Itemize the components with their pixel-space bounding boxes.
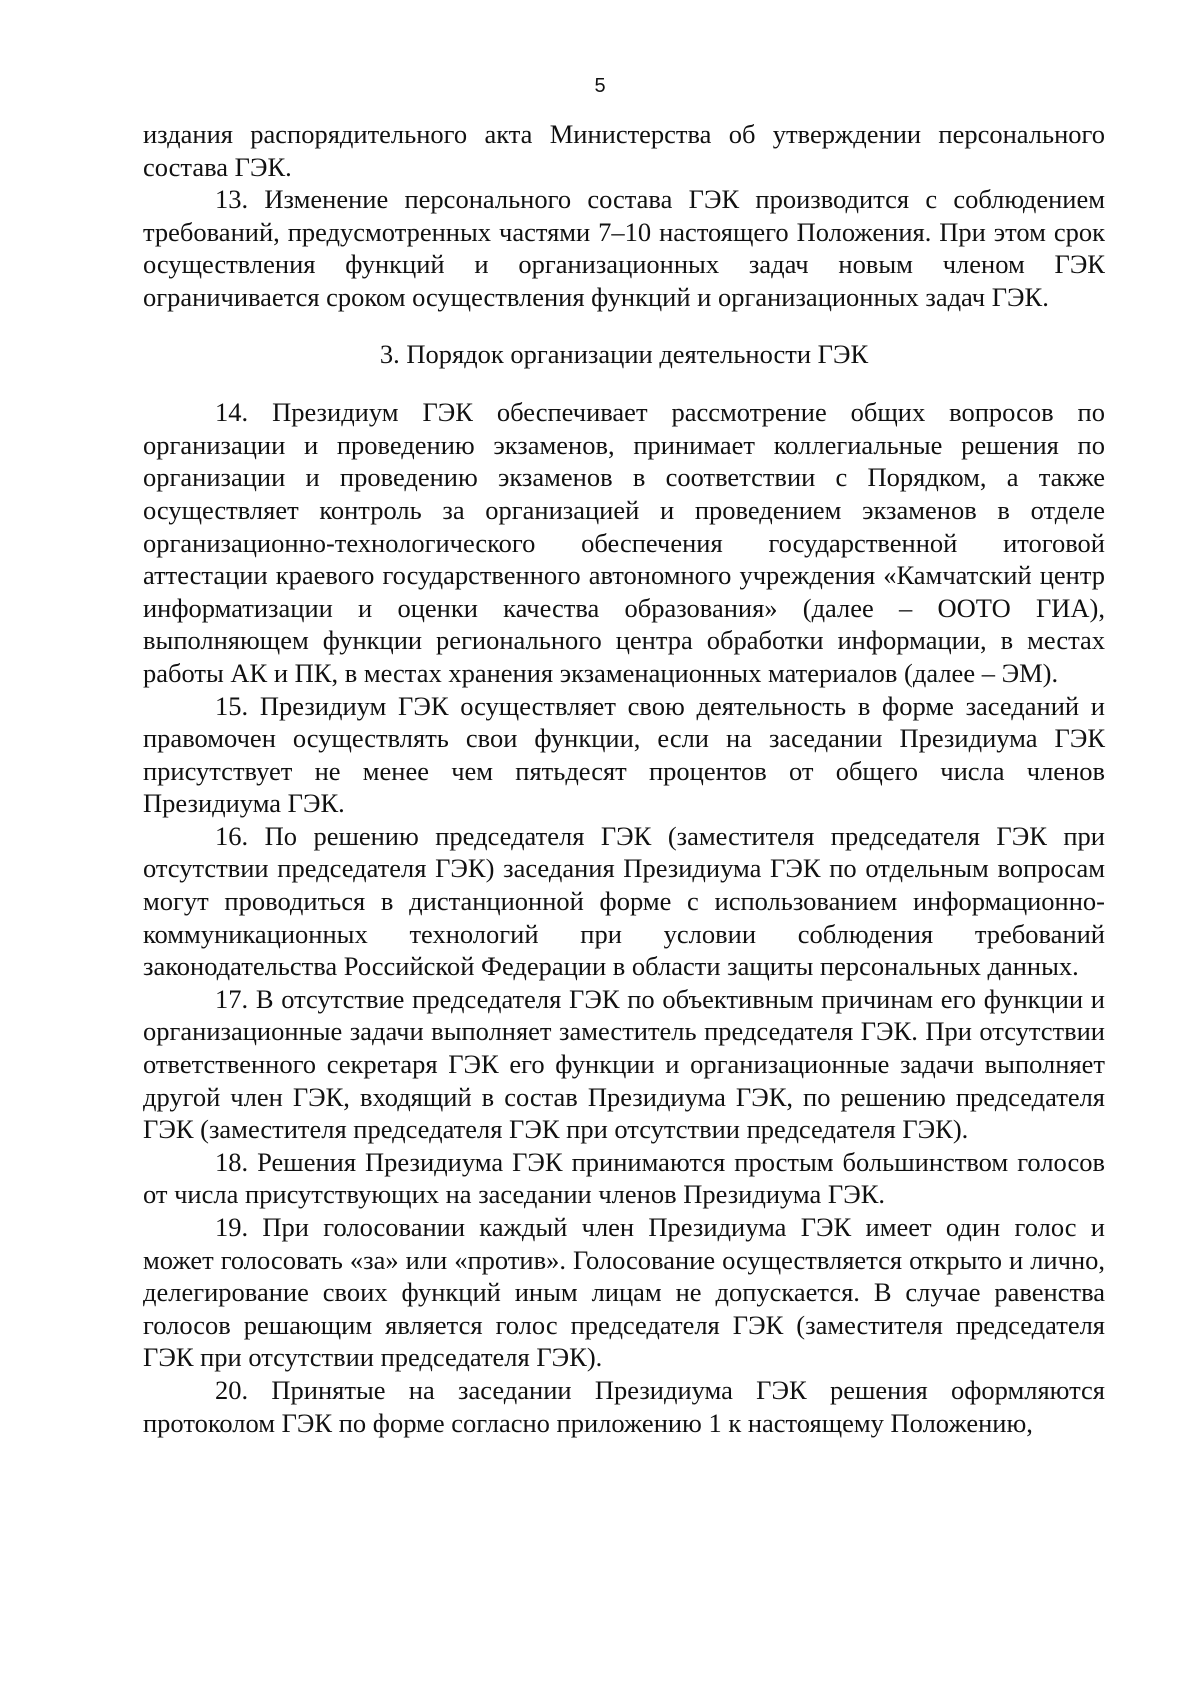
paragraph-13: 13. Изменение персонального состава ГЭК производится с соблюдением требований, предусмотренных частями 7–10 настоящего Положения. При этом срок осуществления функций и организационных задач новым членом ГЭК ограничивается сроком осуществления функций и организационных задач ГЭК. (143, 184, 1105, 312)
paragraph-20: 20. Принятые на заседании Президиума ГЭК решения оформляются протоколом ГЭК по форме согласно приложению 1 к настоящему Положению, (143, 1374, 1105, 1438)
paragraph-18: 18. Решения Президиума ГЭК принимаются простым большинством голосов от числа присутствующих на заседании членов Президиума ГЭК. (143, 1146, 1105, 1210)
document-body (143, 118, 1105, 1439)
paragraph-16: 16. По решению председателя ГЭК (заместителя председателя ГЭК при отсутствии председателя ГЭК) заседания Президиума ГЭК по отдельным вопросам могут проводиться в дистанционной форме с использованием информационно-коммуникационных технологий при условии соблюдения требований законодательства Российской Федерации в области защиты персональных данных. (143, 820, 1105, 982)
page-number: 5 (594, 75, 606, 97)
paragraph-15: 15. Президиум ГЭК осуществляет свою деятельность в форме заседаний и правомочен осуществлять свои функции, если на заседании Президиума ГЭК присутствует не менее чем пятьдесят процентов от общего числа членов Президиума ГЭК. (143, 690, 1105, 819)
section-heading: 3. Порядок организации деятельности ГЭК (379, 338, 869, 369)
paragraph-14: 14. Президиум ГЭК обеспечивает рассмотрение общих вопросов по организации и проведению экзаменов, принимает коллегиальные решения по организации и проведению экзаменов в соответствии с Порядком, а также осуществляет контроль за организацией и проведением экзаменов в отделе организационно-технологического обеспечения государственной итоговой аттестации краевого государственного автономного учреждения «Камчатский центр информатизации и оценки качества образования» (далее – ООТО ГИА), выполняющем функции регионального центра обработки информации, в местах работы АК и ПК, в местах хранения экзаменационных материалов (далее – ЭМ). (143, 397, 1105, 688)
paragraph-17: 17. В отсутствие председателя ГЭК по объективным причинам его функции и организационные задачи выполняет заместитель председателя ГЭК. При отсутствии ответственного секретаря ГЭК его функции и организационные задачи выполняет другой член ГЭК, входящий в состав Президиума ГЭК, по решению председателя ГЭК (заместителя председателя ГЭК при отсутствии председателя ГЭК). (143, 983, 1105, 1145)
paragraph-continuation: издания распорядительного акта Министерства об утверждении персонального состава ГЭК. (143, 119, 1105, 182)
paragraph-19: 19. При голосовании каждый член Президиума ГЭК имеет один голос и может голосовать «за» или «против». Голосование осуществляется открыто и лично, делегирование своих функций иным лицам не допускается. В случае равенства голосов решающим является голос председателя ГЭК (заместителя председателя ГЭК при отсутствии председателя ГЭК). (143, 1212, 1105, 1373)
